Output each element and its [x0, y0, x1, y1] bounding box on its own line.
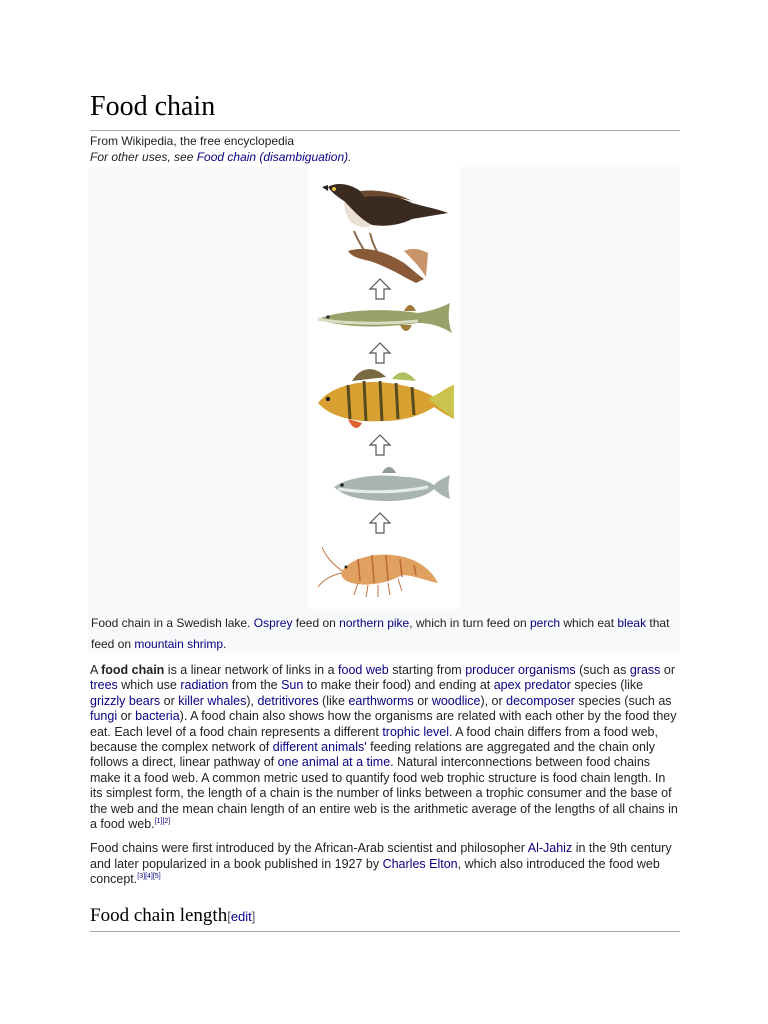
citation-4[interactable]: [4]	[145, 873, 153, 881]
figure-caption	[91, 613, 676, 655]
citation-1[interactable]: [1]	[154, 817, 163, 825]
detritivores-link[interactable]: detritivores	[257, 693, 319, 708]
citation-refs	[155, 818, 171, 825]
trophic-level-link[interactable]: trophic level	[382, 724, 450, 739]
text: . Natural interconnections between food chains make it a food web. A common metric used to quantify food web trophic structure is food chain length. In its simplest form, the length of a chain is the number of links between a trophic consumer and the base of the web and the mean chain length of an entire web is the arithmetic average of the lengths of all chains in a food web.	[90, 755, 678, 832]
hatnote	[90, 149, 680, 165]
up-arrow-icon	[370, 343, 390, 363]
caption-text: which eat	[560, 616, 618, 630]
article-body	[90, 663, 680, 897]
text: A	[90, 663, 102, 677]
up-arrow-icon	[370, 435, 390, 455]
one-animal-at-a-time-link[interactable]: one animal at a time	[277, 755, 391, 770]
edit-link[interactable]: edit	[230, 909, 252, 924]
page-title: Food chain	[90, 88, 680, 131]
northern-pike-icon	[318, 303, 452, 333]
food-web-link[interactable]: food web	[338, 663, 389, 677]
edit-bracket: [	[227, 909, 231, 924]
grizzly-bears-link[interactable]: grizzly bears	[90, 693, 161, 708]
text: Food chains were first introduced by the African-Arab scientist and philosopher	[90, 841, 528, 856]
citation-3[interactable]: [3]	[137, 873, 146, 881]
text: from the	[228, 678, 282, 693]
section-heading	[90, 903, 680, 932]
perch-icon	[318, 369, 454, 428]
site-tagline: From Wikipedia, the free encyclopedia	[90, 134, 295, 148]
text: , which also introduced the food web concept.	[90, 856, 660, 887]
charles-elton-link[interactable]: Charles Elton	[382, 856, 458, 871]
bold-term: food chain	[101, 663, 165, 677]
text: species (such as	[574, 693, 672, 708]
citation-2[interactable]: [2]	[162, 817, 171, 825]
producer-organisms-link[interactable]: producer organisms	[465, 663, 576, 677]
osprey-link[interactable]: Osprey	[253, 616, 293, 630]
bleak-icon	[334, 467, 450, 501]
bleak-link[interactable]: bleak	[617, 616, 647, 630]
citation-5[interactable]: [5]	[152, 873, 161, 881]
earthworms-link[interactable]: earthworms	[348, 693, 414, 708]
perch-link[interactable]: perch	[529, 616, 560, 630]
caption-text: , which in turn feed on	[409, 616, 530, 630]
caption-text: .	[223, 637, 227, 651]
edit-section	[227, 909, 255, 924]
mountain-shrimp-icon	[318, 547, 438, 597]
text: ). A food chain also shows how the organisms are related with each other by the food they eat. Each level of a food chain represents a different	[90, 709, 677, 739]
history-paragraph	[90, 841, 680, 887]
fungi-link[interactable]: fungi	[90, 709, 118, 724]
text: (like	[318, 693, 349, 708]
caption-text: that feed on	[91, 616, 670, 651]
caption-text: feed on	[292, 616, 340, 630]
text: . A food chain differs from a food web, because the complex network of	[90, 724, 658, 755]
different-animals-link[interactable]: different animals'	[272, 740, 367, 755]
woodlice-link[interactable]: woodlice	[431, 693, 481, 708]
text: to make their food) and ending at	[303, 678, 494, 693]
killer-whales-link[interactable]: killer whales	[178, 693, 247, 708]
intro-paragraph	[90, 663, 680, 832]
text: or	[160, 693, 179, 708]
hatnote-suffix: .	[348, 150, 352, 164]
food-chain-figure	[88, 167, 680, 653]
decomposer-link[interactable]: decomposer	[506, 693, 575, 708]
radiation-link[interactable]: radiation	[180, 678, 229, 693]
edit-bracket: ]	[251, 909, 256, 924]
osprey-icon	[322, 184, 448, 283]
disambiguation-link[interactable]: Food chain (disambiguation)	[196, 150, 349, 164]
al-jahiz-link[interactable]: Al-Jahiz	[527, 841, 573, 856]
up-arrow-icon	[370, 513, 390, 533]
text: or	[413, 693, 432, 708]
text: species (like	[570, 678, 644, 693]
text: starting from	[388, 663, 466, 677]
mountain-shrimp-link[interactable]: mountain shrimp	[134, 637, 224, 651]
citation-refs	[137, 873, 160, 880]
sun-link[interactable]: Sun	[281, 678, 304, 693]
text: (such as	[575, 663, 630, 677]
text: feeding relations are aggregated and the chain only follows a direct, linear pathway of	[90, 740, 656, 770]
article-header	[90, 88, 680, 165]
text: in the 9th century and later popularized in a book published in 1927 by	[90, 841, 672, 871]
text: ),	[246, 693, 258, 708]
up-arrow-icon	[370, 279, 390, 299]
text: or	[660, 663, 676, 677]
food-chain-image[interactable]	[308, 167, 460, 609]
section-title: Food chain length	[90, 905, 228, 926]
grass-link[interactable]: grass	[629, 663, 661, 677]
caption-text: Food chain in a Swedish lake.	[91, 616, 254, 630]
text: is a linear network of links in a	[164, 663, 339, 677]
text: ), or	[480, 693, 507, 708]
text: which use	[117, 678, 181, 693]
apex-predator-link[interactable]: apex predator	[493, 678, 571, 693]
text: or	[117, 709, 136, 724]
hatnote-prefix: For other uses, see	[90, 150, 197, 164]
trees-link[interactable]: trees	[90, 678, 118, 693]
bacteria-link[interactable]: bacteria	[135, 709, 180, 724]
northern-pike-link[interactable]: northern pike	[339, 616, 410, 630]
